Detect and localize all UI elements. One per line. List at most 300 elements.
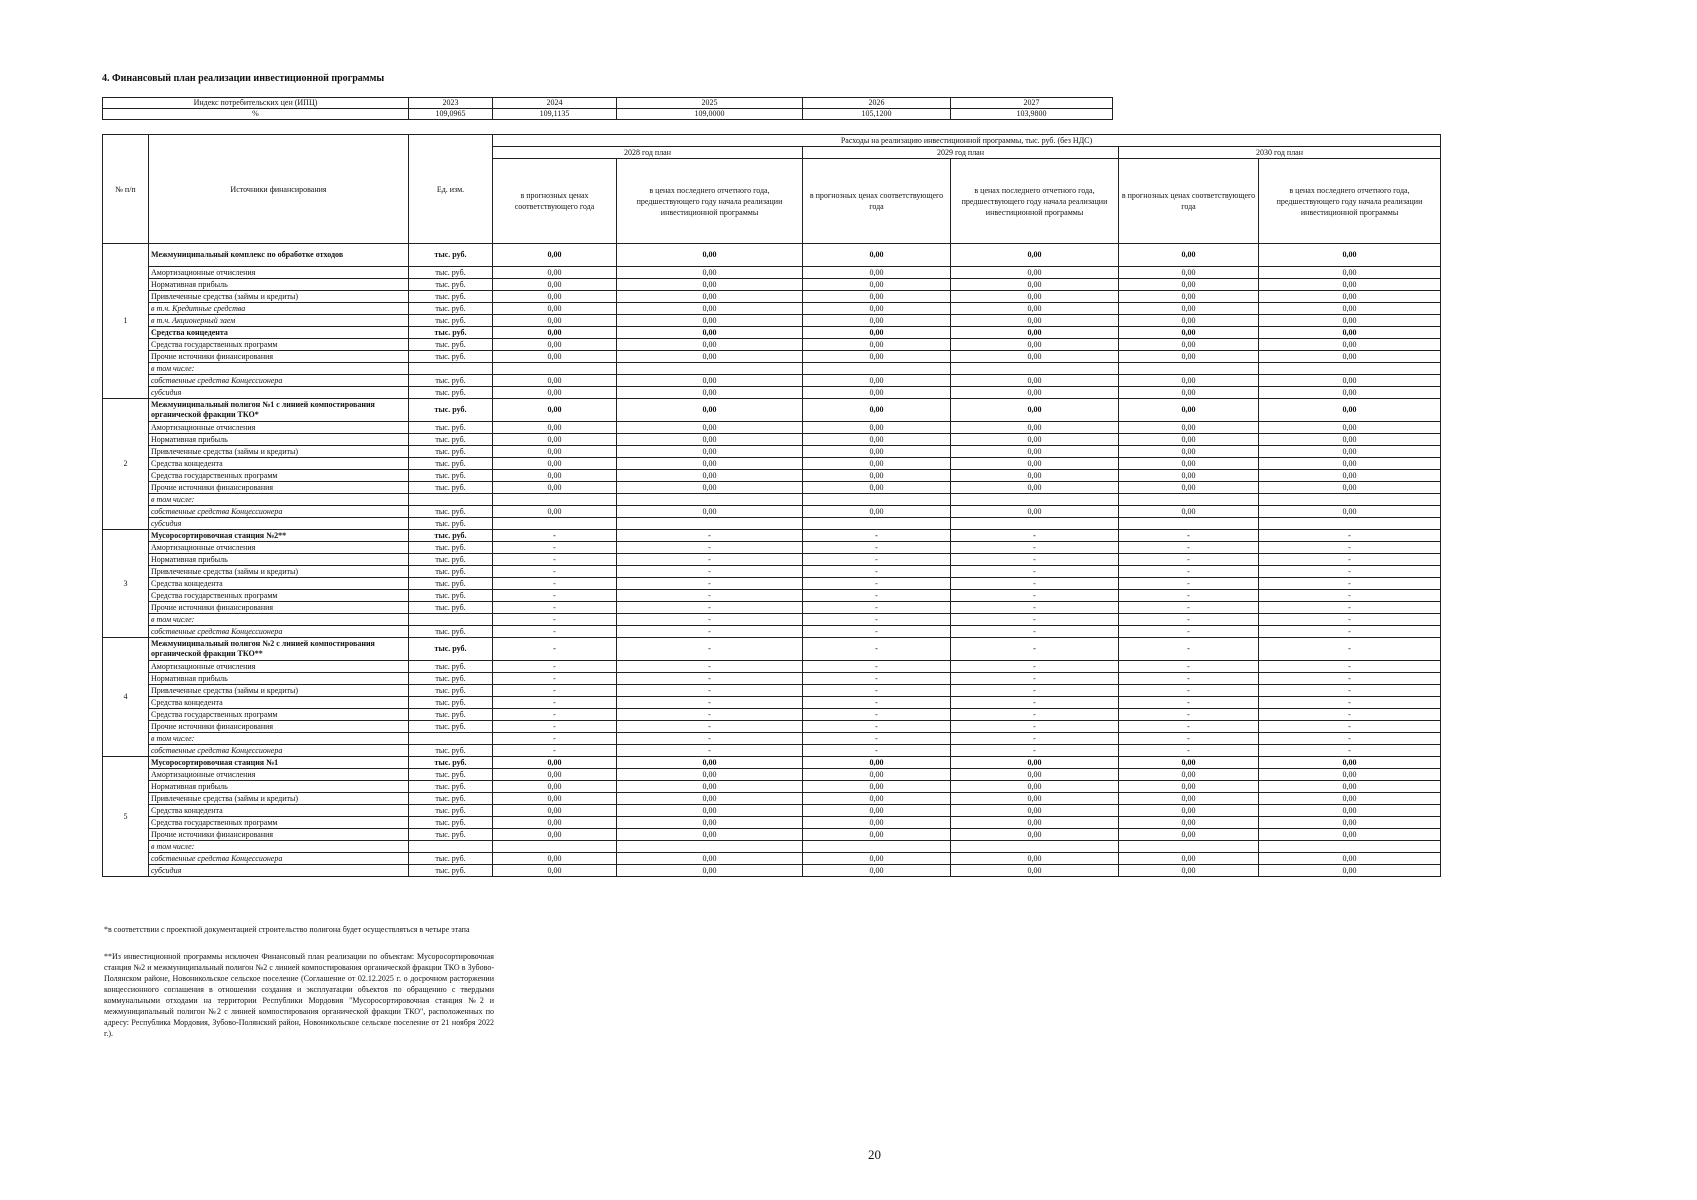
unit-cell: тыс. руб. <box>409 327 493 339</box>
source-label: Средства государственных программ <box>149 590 409 602</box>
source-label: Привлеченные средства (займы и кредиты) <box>149 566 409 578</box>
unit-cell <box>409 614 493 626</box>
value-cell: 0,00 <box>1259 769 1441 781</box>
value-cell: 0,00 <box>1119 279 1259 291</box>
value-cell: 0,00 <box>951 339 1119 351</box>
value-cell: 0,00 <box>493 387 617 399</box>
value-cell: - <box>803 590 951 602</box>
source-label: Прочие источники финансирования <box>149 721 409 733</box>
cpi-value: 109,0000 <box>617 109 803 120</box>
value-cell: 0,00 <box>493 865 617 877</box>
source-label: Амортизационные отчисления <box>149 422 409 434</box>
table-row <box>103 351 1441 363</box>
value-cell: 0,00 <box>617 267 803 279</box>
source-label: собственные средства Концессионера <box>149 506 409 518</box>
table-row <box>103 303 1441 315</box>
value-cell: - <box>951 542 1119 554</box>
table-row <box>103 733 1441 745</box>
source-label: Нормативная прибыль <box>149 279 409 291</box>
row-group-number: 4 <box>103 638 149 757</box>
cpi-value: 103,9800 <box>951 109 1113 120</box>
table-row <box>103 375 1441 387</box>
value-cell: 0,00 <box>493 470 617 482</box>
value-cell: 0,00 <box>1119 303 1259 315</box>
unit-cell: тыс. руб. <box>409 626 493 638</box>
value-cell: - <box>951 530 1119 542</box>
value-cell: - <box>803 614 951 626</box>
source-label: в том числе: <box>149 841 409 853</box>
table-row <box>103 638 1441 661</box>
table-row <box>103 518 1441 530</box>
unit-cell: тыс. руб. <box>409 829 493 841</box>
table-row <box>103 685 1441 697</box>
unit-cell: тыс. руб. <box>409 781 493 793</box>
table-row <box>103 399 1441 422</box>
value-cell: 0,00 <box>803 315 951 327</box>
unit-cell: тыс. руб. <box>409 685 493 697</box>
value-cell: - <box>1119 721 1259 733</box>
source-label: Мусоросортировочная станция №2** <box>149 530 409 542</box>
value-cell: - <box>803 626 951 638</box>
value-cell: 0,00 <box>1259 303 1441 315</box>
value-cell: - <box>1119 542 1259 554</box>
value-cell: - <box>617 602 803 614</box>
header-base: в ценах последнего отчетного года, предшествующего году начала реализации инвестиционной программы <box>1259 159 1441 244</box>
table-row <box>103 697 1441 709</box>
value-cell: 0,00 <box>1259 387 1441 399</box>
source-label: Нормативная прибыль <box>149 434 409 446</box>
header-source: Источники финансирования <box>149 135 409 244</box>
unit-cell: тыс. руб. <box>409 853 493 865</box>
value-cell <box>493 363 617 375</box>
value-cell: 0,00 <box>803 506 951 518</box>
footnote: **Из инвестиционной программы исключен Финансовый план реализации по объектам: Мусоросортировочная станция №2 и межмуниципальный полигон №2 с линией компостирования органической фракции ТКО в Зубово-Полянском районе, Новоникольское сельское поселение (Соглашение от 02.12.2025 г. о досрочном расторжении концессионного соглашения в отношении создания и эксплуатации объектов по обращению с твердыми коммунальными отходами на территории Республики Мордовия "Мусоросортировочная станция №2 и межмуниципальный полигон №2 с линией компостирования органической фракции ТКО", расположенных по адресу: Республика Мордовия, Зубово-Полянский район, Новоникольское сельское поселение от 21 ноября 2022 г.). <box>104 952 494 1038</box>
value-cell: 0,00 <box>951 793 1119 805</box>
unit-cell: тыс. руб. <box>409 578 493 590</box>
value-cell: - <box>951 709 1119 721</box>
cpi-unit: % <box>103 109 409 120</box>
value-cell: - <box>803 745 951 757</box>
source-label: Средства государственных программ <box>149 470 409 482</box>
value-cell: - <box>617 709 803 721</box>
unit-cell: тыс. руб. <box>409 339 493 351</box>
table-row <box>103 817 1441 829</box>
value-cell: - <box>803 685 951 697</box>
table-row <box>103 590 1441 602</box>
value-cell: - <box>617 673 803 685</box>
value-cell: 0,00 <box>1259 817 1441 829</box>
value-cell: 0,00 <box>803 446 951 458</box>
value-cell: - <box>617 626 803 638</box>
value-cell: 0,00 <box>1259 506 1441 518</box>
value-cell: 0,00 <box>493 805 617 817</box>
table-row <box>103 363 1441 375</box>
source-label: собственные средства Концессионера <box>149 853 409 865</box>
table-row <box>103 506 1441 518</box>
table-row <box>103 769 1441 781</box>
value-cell: 0,00 <box>493 853 617 865</box>
source-label: Амортизационные отчисления <box>149 267 409 279</box>
value-cell: 0,00 <box>1259 291 1441 303</box>
value-cell: 0,00 <box>493 781 617 793</box>
value-cell: 0,00 <box>951 482 1119 494</box>
value-cell: - <box>1259 566 1441 578</box>
value-cell: - <box>951 685 1119 697</box>
table-row <box>103 673 1441 685</box>
value-cell: 0,00 <box>1119 267 1259 279</box>
value-cell: - <box>951 602 1119 614</box>
value-cell: - <box>1259 542 1441 554</box>
value-cell: 0,00 <box>1119 244 1259 267</box>
table-row <box>103 422 1441 434</box>
value-cell: 0,00 <box>1259 458 1441 470</box>
value-cell: - <box>803 673 951 685</box>
value-cell: 0,00 <box>1259 339 1441 351</box>
table-row <box>103 339 1441 351</box>
value-cell: 0,00 <box>493 303 617 315</box>
value-cell: - <box>1259 733 1441 745</box>
table-row <box>103 291 1441 303</box>
value-cell: 0,00 <box>617 506 803 518</box>
source-label: Средства концедента <box>149 805 409 817</box>
value-cell <box>803 841 951 853</box>
value-cell: - <box>951 590 1119 602</box>
source-label: собственные средства Концессионера <box>149 626 409 638</box>
value-cell: 0,00 <box>1119 291 1259 303</box>
value-cell: 0,00 <box>803 303 951 315</box>
section-title: 4. Финансовый план реализации инвестиционной программы <box>102 73 385 84</box>
value-cell <box>617 518 803 530</box>
table-row <box>103 267 1441 279</box>
unit-cell: тыс. руб. <box>409 470 493 482</box>
source-label: Прочие источники финансирования <box>149 829 409 841</box>
value-cell: 0,00 <box>803 769 951 781</box>
value-cell: 0,00 <box>1259 805 1441 817</box>
value-cell: 0,00 <box>1119 327 1259 339</box>
cpi-value-row <box>103 109 1113 120</box>
value-cell: 0,00 <box>1259 793 1441 805</box>
value-cell: 0,00 <box>1259 279 1441 291</box>
source-label: Средства концедента <box>149 578 409 590</box>
unit-cell: тыс. руб. <box>409 375 493 387</box>
value-cell: 0,00 <box>803 375 951 387</box>
unit-cell: тыс. руб. <box>409 279 493 291</box>
value-cell: - <box>493 709 617 721</box>
value-cell: 0,00 <box>951 351 1119 363</box>
value-cell: - <box>617 542 803 554</box>
value-cell: 0,00 <box>951 422 1119 434</box>
table-row <box>103 530 1441 542</box>
unit-cell: тыс. руб. <box>409 387 493 399</box>
source-label: Межмуниципальный полигон №2 с линией компостирования органической фракции ТКО** <box>149 638 409 661</box>
unit-cell: тыс. руб. <box>409 530 493 542</box>
value-cell: - <box>951 566 1119 578</box>
value-cell: - <box>493 578 617 590</box>
unit-cell: тыс. руб. <box>409 757 493 769</box>
unit-cell: тыс. руб. <box>409 291 493 303</box>
value-cell: 0,00 <box>617 865 803 877</box>
source-label: Нормативная прибыль <box>149 673 409 685</box>
value-cell: 0,00 <box>1119 387 1259 399</box>
row-group-number: 1 <box>103 244 149 399</box>
value-cell: 0,00 <box>493 757 617 769</box>
value-cell: - <box>951 697 1119 709</box>
value-cell: - <box>951 626 1119 638</box>
value-cell: 0,00 <box>617 375 803 387</box>
source-label: Привлеченные средства (займы и кредиты) <box>149 446 409 458</box>
table-row <box>103 841 1441 853</box>
source-label: Нормативная прибыль <box>149 554 409 566</box>
value-cell: 0,00 <box>617 757 803 769</box>
cpi-year: 2024 <box>493 98 617 109</box>
value-cell: 0,00 <box>617 279 803 291</box>
value-cell: - <box>1119 638 1259 661</box>
value-cell: 0,00 <box>1119 853 1259 865</box>
header-year: 2030 год план <box>1119 147 1441 159</box>
value-cell: - <box>803 554 951 566</box>
value-cell: - <box>803 530 951 542</box>
value-cell: - <box>951 661 1119 673</box>
cpi-value: 109,1135 <box>493 109 617 120</box>
value-cell: 0,00 <box>617 769 803 781</box>
header-base: в ценах последнего отчетного года, предшествующего году начала реализации инвестиционной программы <box>951 159 1119 244</box>
value-cell: 0,00 <box>951 315 1119 327</box>
source-label: Средства концедента <box>149 458 409 470</box>
value-cell: 0,00 <box>951 781 1119 793</box>
source-label: Привлеченные средства (займы и кредиты) <box>149 685 409 697</box>
value-cell: - <box>1259 638 1441 661</box>
value-cell: - <box>951 745 1119 757</box>
value-cell: - <box>617 566 803 578</box>
value-cell: 0,00 <box>1119 470 1259 482</box>
value-cell: 0,00 <box>1119 422 1259 434</box>
value-cell: - <box>493 697 617 709</box>
value-cell: 0,00 <box>951 267 1119 279</box>
source-label: Амортизационные отчисления <box>149 542 409 554</box>
table-row <box>103 554 1441 566</box>
page-number: 20 <box>868 1147 881 1162</box>
source-label: собственные средства Концессионера <box>149 375 409 387</box>
table-row <box>103 661 1441 673</box>
value-cell: 0,00 <box>1259 375 1441 387</box>
unit-cell <box>409 841 493 853</box>
cpi-year: 2025 <box>617 98 803 109</box>
header-group: Расходы на реализацию инвестиционной программы, тыс. руб. (без НДС) <box>493 135 1441 147</box>
value-cell: - <box>1259 721 1441 733</box>
table-row <box>103 387 1441 399</box>
unit-cell <box>409 733 493 745</box>
value-cell: 0,00 <box>617 244 803 267</box>
source-label: Нормативная прибыль <box>149 781 409 793</box>
unit-cell: тыс. руб. <box>409 673 493 685</box>
source-label: Межмуниципальный комплекс по обработке отходов <box>149 244 409 267</box>
value-cell: 0,00 <box>803 339 951 351</box>
value-cell: - <box>617 614 803 626</box>
source-label: Средства концедента <box>149 697 409 709</box>
value-cell: - <box>1119 554 1259 566</box>
value-cell: 0,00 <box>1119 769 1259 781</box>
value-cell: - <box>951 638 1119 661</box>
value-cell: 0,00 <box>617 781 803 793</box>
source-label: Средства государственных программ <box>149 339 409 351</box>
value-cell: - <box>493 626 617 638</box>
value-cell: 0,00 <box>1119 399 1259 422</box>
value-cell: - <box>493 673 617 685</box>
value-cell: 0,00 <box>1119 375 1259 387</box>
table-row <box>103 470 1441 482</box>
value-cell: 0,00 <box>951 375 1119 387</box>
unit-cell: тыс. руб. <box>409 590 493 602</box>
value-cell <box>617 841 803 853</box>
value-cell: - <box>1119 697 1259 709</box>
cpi-value: 109,0965 <box>409 109 493 120</box>
unit-cell: тыс. руб. <box>409 482 493 494</box>
value-cell: 0,00 <box>1119 865 1259 877</box>
value-cell: - <box>1259 673 1441 685</box>
value-cell: - <box>1259 578 1441 590</box>
table-row <box>103 614 1441 626</box>
table-row <box>103 829 1441 841</box>
value-cell: - <box>1119 578 1259 590</box>
table-row <box>103 805 1441 817</box>
value-cell <box>493 518 617 530</box>
value-cell: 0,00 <box>617 817 803 829</box>
value-cell <box>1119 363 1259 375</box>
value-cell <box>1119 841 1259 853</box>
value-cell: 0,00 <box>1119 458 1259 470</box>
table-row <box>103 626 1441 638</box>
value-cell: 0,00 <box>617 303 803 315</box>
table-row <box>103 446 1441 458</box>
value-cell: 0,00 <box>1119 351 1259 363</box>
value-cell: - <box>951 554 1119 566</box>
unit-cell: тыс. руб. <box>409 244 493 267</box>
source-label: субсидия <box>149 518 409 530</box>
value-cell: 0,00 <box>493 339 617 351</box>
table-row <box>103 315 1441 327</box>
value-cell: - <box>1119 590 1259 602</box>
table-row <box>103 494 1441 506</box>
unit-cell: тыс. руб. <box>409 865 493 877</box>
value-cell: - <box>1119 626 1259 638</box>
value-cell: - <box>493 614 617 626</box>
value-cell: - <box>617 661 803 673</box>
table-row <box>103 244 1441 267</box>
value-cell: - <box>1259 530 1441 542</box>
value-cell <box>1259 518 1441 530</box>
value-cell: 0,00 <box>803 434 951 446</box>
value-cell: 0,00 <box>951 434 1119 446</box>
value-cell: - <box>803 638 951 661</box>
value-cell: 0,00 <box>1119 482 1259 494</box>
value-cell: - <box>493 602 617 614</box>
value-cell: - <box>617 733 803 745</box>
header-forecast: в прогнозных ценах соответствующего года <box>1119 159 1259 244</box>
value-cell: 0,00 <box>951 244 1119 267</box>
value-cell: 0,00 <box>803 781 951 793</box>
value-cell <box>1259 494 1441 506</box>
value-cell: 0,00 <box>493 793 617 805</box>
source-label: Амортизационные отчисления <box>149 661 409 673</box>
unit-cell: тыс. руб. <box>409 267 493 279</box>
source-label: Амортизационные отчисления <box>149 769 409 781</box>
source-label: Прочие источники финансирования <box>149 351 409 363</box>
unit-cell: тыс. руб. <box>409 303 493 315</box>
value-cell: - <box>493 542 617 554</box>
value-cell: 0,00 <box>493 769 617 781</box>
value-cell <box>1119 518 1259 530</box>
table-row <box>103 709 1441 721</box>
value-cell: 0,00 <box>803 470 951 482</box>
value-cell <box>803 494 951 506</box>
value-cell: 0,00 <box>951 829 1119 841</box>
value-cell: - <box>803 721 951 733</box>
value-cell: 0,00 <box>803 351 951 363</box>
value-cell: 0,00 <box>803 279 951 291</box>
value-cell: - <box>617 530 803 542</box>
unit-cell: тыс. руб. <box>409 434 493 446</box>
value-cell: - <box>1259 697 1441 709</box>
header-unit: Ед. изм. <box>409 135 493 244</box>
value-cell <box>951 841 1119 853</box>
value-cell: 0,00 <box>951 853 1119 865</box>
unit-cell: тыс. руб. <box>409 602 493 614</box>
value-cell: 0,00 <box>1259 757 1441 769</box>
value-cell: 0,00 <box>1259 781 1441 793</box>
row-group-number: 3 <box>103 530 149 638</box>
value-cell: 0,00 <box>493 422 617 434</box>
value-cell: 0,00 <box>951 757 1119 769</box>
value-cell: - <box>493 733 617 745</box>
value-cell: - <box>1119 566 1259 578</box>
value-cell: 0,00 <box>1259 244 1441 267</box>
cpi-value: 105,1200 <box>803 109 951 120</box>
cpi-table <box>102 97 1113 120</box>
source-label: в т.ч. Акционерный заем <box>149 315 409 327</box>
value-cell: 0,00 <box>803 865 951 877</box>
value-cell: 0,00 <box>493 829 617 841</box>
unit-cell: тыс. руб. <box>409 709 493 721</box>
unit-cell: тыс. руб. <box>409 422 493 434</box>
value-cell: 0,00 <box>803 793 951 805</box>
value-cell: 0,00 <box>493 482 617 494</box>
unit-cell: тыс. руб. <box>409 458 493 470</box>
value-cell: 0,00 <box>1259 829 1441 841</box>
table-row <box>103 458 1441 470</box>
unit-cell: тыс. руб. <box>409 566 493 578</box>
value-cell: 0,00 <box>617 399 803 422</box>
value-cell: - <box>1119 709 1259 721</box>
value-cell: - <box>1119 745 1259 757</box>
value-cell: 0,00 <box>617 482 803 494</box>
value-cell: 0,00 <box>1119 315 1259 327</box>
value-cell: 0,00 <box>1259 422 1441 434</box>
value-cell: 0,00 <box>1259 351 1441 363</box>
row-group-number: 5 <box>103 757 149 877</box>
value-cell: 0,00 <box>803 829 951 841</box>
value-cell <box>803 363 951 375</box>
unit-cell: тыс. руб. <box>409 351 493 363</box>
value-cell: 0,00 <box>493 351 617 363</box>
value-cell: 0,00 <box>951 769 1119 781</box>
unit-cell: тыс. руб. <box>409 315 493 327</box>
source-label: Средства концедента <box>149 327 409 339</box>
value-cell: - <box>951 721 1119 733</box>
value-cell: - <box>951 733 1119 745</box>
table-row <box>103 793 1441 805</box>
table-row <box>103 781 1441 793</box>
source-label: в том числе: <box>149 363 409 375</box>
